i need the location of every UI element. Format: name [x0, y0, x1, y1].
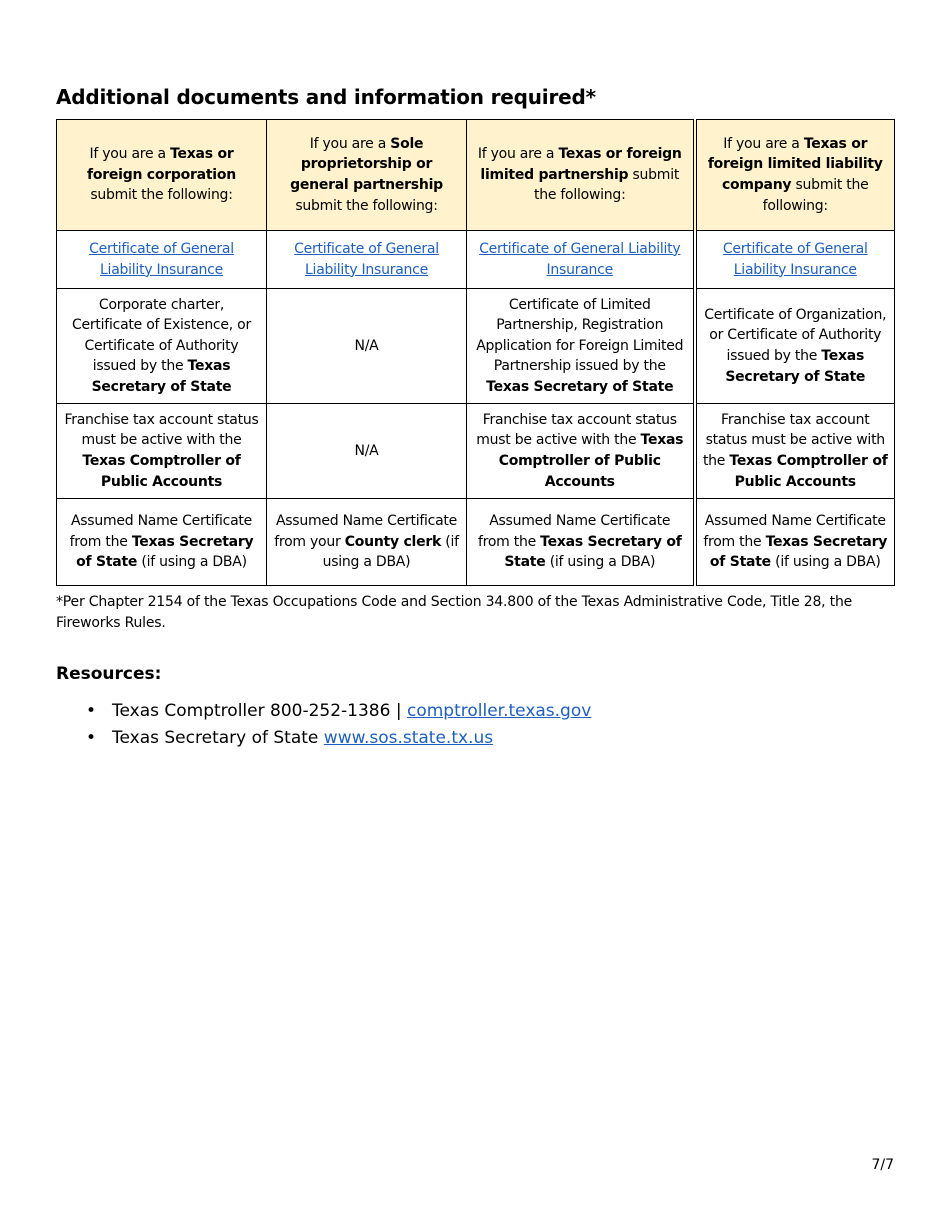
table-row-insurance	[57, 231, 895, 289]
bullet-icon: •	[86, 701, 97, 721]
sos-link[interactable]: www.sos.state.tx.us	[323, 728, 494, 748]
cell-insurance-llc	[695, 231, 895, 289]
cell-charter-sole: N/A	[267, 289, 467, 404]
required-documents-table	[56, 119, 895, 586]
table-row-charter	[57, 289, 895, 404]
header-sole-proprietorship: If you are a Sole proprietorship or general partnership submit the following:	[267, 120, 467, 231]
cell-franchise-llc: Franchise tax account status must be active with the Texas Comptroller of Public Accounts	[695, 404, 895, 499]
header-llc: If you are a Texas or foreign limited liability company submit the following:	[695, 120, 895, 231]
cell-franchise-partnership: Franchise tax account status must be active with the Texas Comptroller of Public Accounts	[467, 404, 695, 499]
header-limited-partnership: If you are a Texas or foreign limited partnership submit the following:	[467, 120, 695, 231]
cell-charter-partnership: Certificate of Limited Partnership, Registration Application for Foreign Limited Partnership issued by the Texas Secretary of State	[467, 289, 695, 404]
cell-insurance-corporation	[57, 231, 267, 289]
cell-insurance-sole	[267, 231, 467, 289]
insurance-link-sole[interactable]: Certificate of General Liability Insurance	[294, 240, 439, 278]
table-row-assumed-name	[57, 499, 895, 586]
cell-franchise-corporation: Franchise tax account status must be active with the Texas Comptroller of Public Accounts	[57, 404, 267, 499]
insurance-link-llc[interactable]: Certificate of General Liability Insurance	[722, 240, 868, 278]
table-row-franchise	[57, 404, 895, 499]
cell-assumed-partnership: Assumed Name Certificate from the Texas Secretary of State (if using a DBA)	[467, 499, 695, 586]
cell-charter-corporation: Corporate charter, Certificate of Existence, or Certificate of Authority issued by the Texas Secretary of State	[57, 289, 267, 404]
bullet-icon: •	[86, 728, 97, 748]
cell-assumed-sole: Assumed Name Certificate from your County clerk (if using a DBA)	[267, 499, 467, 586]
comptroller-link[interactable]: comptroller.texas.gov	[406, 701, 592, 721]
table-header-row	[57, 120, 895, 231]
cell-charter-llc: Certificate of Organization, or Certificate of Authority issued by the Texas Secretary of State	[695, 289, 895, 404]
resources-list	[56, 698, 591, 752]
header-corporation: If you are a Texas or foreign corporation submit the following:	[57, 120, 267, 231]
cell-assumed-llc: Assumed Name Certificate from the Texas Secretary of State (if using a DBA)	[695, 499, 895, 586]
resources-heading: Resources:	[56, 664, 162, 684]
resource-item-secretary-of-state: • Texas Secretary of State www.sos.state.tx.us	[56, 725, 591, 752]
cell-franchise-sole: N/A	[267, 404, 467, 499]
footnote: *Per Chapter 2154 of the Texas Occupations Code and Section 34.800 of the Texas Administrative Code, Title 28, the Fireworks Rules.	[56, 594, 853, 631]
resource-item-comptroller: • Texas Comptroller 800-252-1386 | comptroller.texas.gov	[56, 698, 591, 725]
cell-assumed-corporation: Assumed Name Certificate from the Texas Secretary of State (if using a DBA)	[57, 499, 267, 586]
page-title: Additional documents and information required*	[56, 85, 596, 109]
cell-insurance-partnership	[467, 231, 695, 289]
page-number: 7/7	[871, 1157, 894, 1173]
insurance-link-corporation[interactable]: Certificate of General Liability Insurance	[89, 240, 234, 278]
insurance-link-partnership[interactable]: Certificate of General Liability Insurance	[479, 240, 681, 278]
